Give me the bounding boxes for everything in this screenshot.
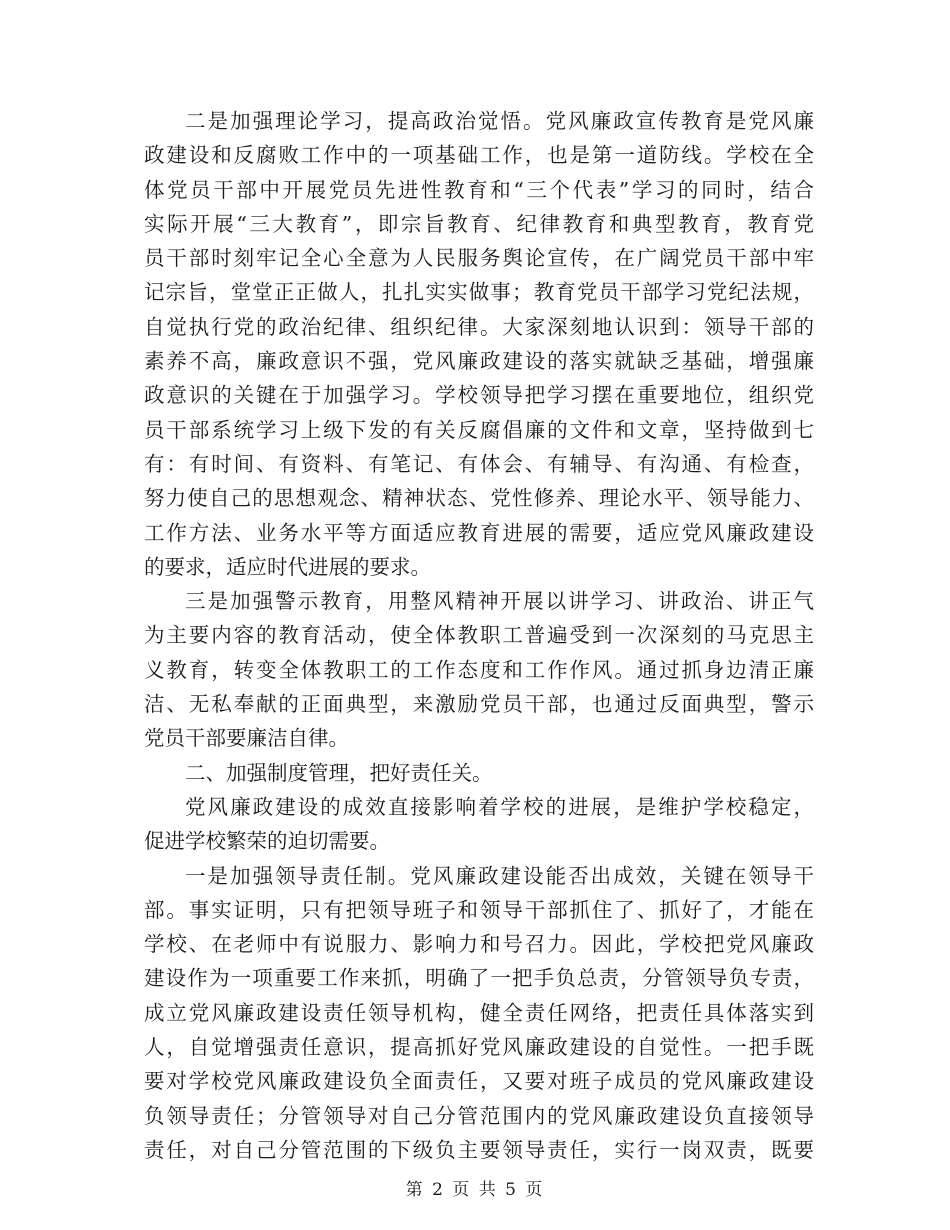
text-line: 成立党风廉政建设责任领导机构，健全责任网络，把责任具体落实到	[144, 1000, 814, 1025]
text-line: 素养不高，廉政意识不强，党风廉政建设的落实就缺乏基础，增强廉	[144, 349, 814, 374]
text-line: 要对学校党风廉政建设负全面责任，又要对班子成员的党风廉政建设	[144, 1069, 814, 1094]
text-line: 党风廉政建设的成效直接影响着学校的进展，是维护学校稳定，	[185, 794, 814, 819]
text-line: 记宗旨，堂堂正正做人，扎扎实实做事；教育党员干部学习党纪法规，	[144, 280, 814, 305]
text-line: 二是加强理论学习，提高政治觉悟。党风廉政宣传教育是党风廉	[185, 109, 814, 133]
text-line: 学校、在老师中有说服力、影响力和号召力。因此，学校把党风廉政	[144, 932, 814, 957]
text-line: 工作方法、业务水平等方面适应教育进展的需要，适应党风廉政建设	[144, 520, 814, 545]
text-line: 建设作为一项重要工作来抓，明确了一把手负总责，分管领导负专责，	[144, 966, 814, 991]
text-line: 党员干部要廉洁自律。	[144, 726, 349, 751]
text-line: 部。事实证明，只有把领导班子和领导干部抓住了、抓好了，才能在	[144, 897, 814, 922]
text-line: 责任，对自己分管范围的下级负主要领导责任，实行一岗双责，既要	[144, 1137, 814, 1162]
text-line: 体党员干部中开展党员先进性教育和“三个代表”学习的同时，结合	[144, 177, 814, 202]
text-line: 员干部系统学习上级下发的有关反腐倡廉的文件和文章，坚持做到七	[144, 417, 814, 442]
text-line: 有：有时间、有资料、有笔记、有体会、有辅导、有沟通、有检查，	[144, 451, 814, 476]
text-line: 员干部时刻牢记全心全意为人民服务舆论宣传，在广阔党员干部中牢	[144, 246, 814, 271]
text-line: 政意识的关键在于加强学习。学校领导把学习摆在重要地位，组织党	[144, 383, 814, 408]
text-line: 促进学校繁荣的迫切需要。	[144, 829, 390, 854]
text-line: 一是加强领导责任制。党风廉政建设能否出成效，关键在领导干	[185, 863, 814, 888]
text-line: 义教育，转变全体教职工的工作态度和工作作风。通过抓身边清正廉	[144, 657, 814, 682]
text-line: 自觉执行党的政治纪律、组织纪律。大家深刻地认识到：领导干部的	[144, 314, 814, 339]
body-text	[144, 104, 814, 1167]
text-line: 负领导责任；分管领导对自己分管范围内的党风廉政建设负直接领导	[144, 1103, 814, 1128]
text-line: 努力使自己的思想观念、精神状态、党性修养、理论水平、领导能力、	[144, 486, 814, 511]
text-line: 的要求，适应时代进展的要求。	[144, 554, 431, 579]
section-heading: 二、加强制度管理，把好责任关。	[185, 760, 493, 785]
text-line: 洁、无私奉献的正面典型，来激励党员干部，也通过反面典型，警示	[144, 692, 814, 717]
text-line: 实际开展“三大教育”，即宗旨教育、纪律教育和典型教育，教育党	[144, 211, 814, 236]
text-line: 为主要内容的教育活动，使全体教职工普遍受到一次深刻的马克思主	[144, 623, 814, 648]
text-line: 人，自觉增强责任意识，提高抓好党风廉政建设的自觉性。一把手既	[144, 1035, 814, 1060]
text-line: 政建设和反腐败工作中的一项基础工作，也是第一道防线。学校在全	[144, 143, 814, 168]
page-number-footer: 第 2 页 共 5 页	[405, 1180, 545, 1200]
text-line: 三是加强警示教育，用整风精神开展以讲学习、讲政治、讲正气	[185, 589, 814, 614]
